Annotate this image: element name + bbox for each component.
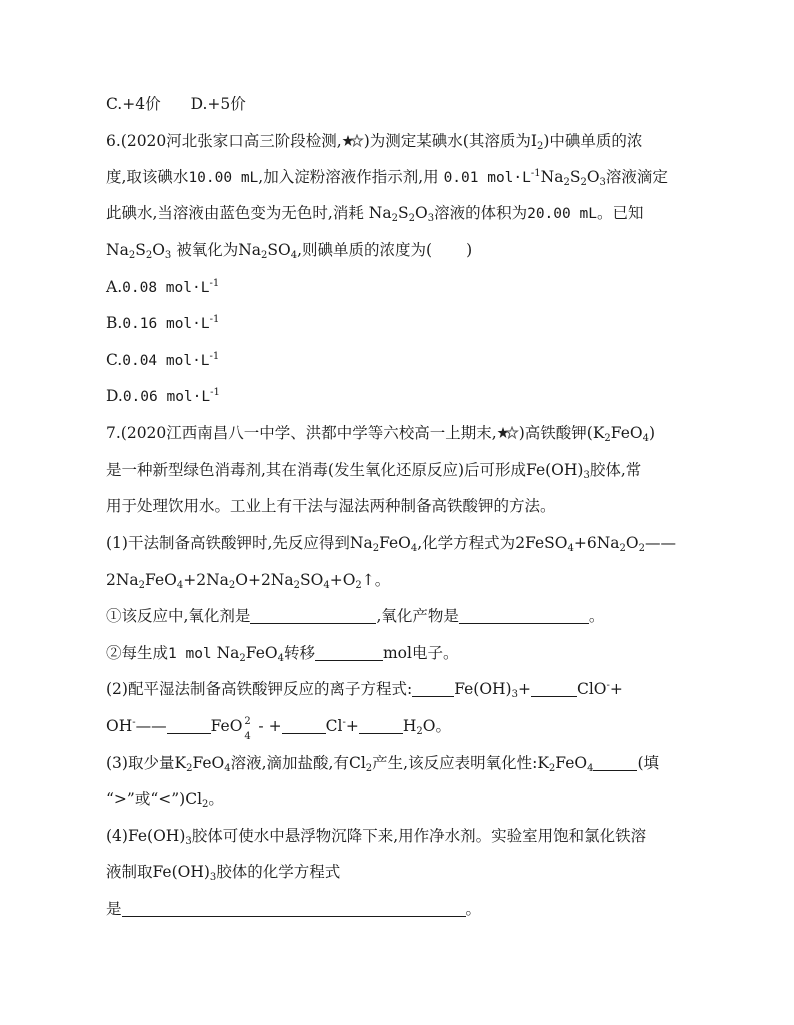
coef-blank-4[interactable] xyxy=(282,717,326,734)
part4-line1: $(4)Fe(OH)_3$胶体可使水中悬浮物沉降下来,用作净水剂。实验室用饱和氯化铁溶 xyxy=(106,827,647,847)
electron-mol-blank[interactable] xyxy=(315,644,383,661)
difficulty-star-icon xyxy=(342,134,364,148)
part2-line2: OH-—— FeO 2 4 - + $Cl^-+ H_2O$。 xyxy=(106,716,451,742)
compare-blank[interactable] xyxy=(593,754,637,771)
option-d: D.+5价 xyxy=(190,95,246,113)
question6-line2: 度,取该碘水10.00 mL,加入淀粉溶液作指示剂,用 0.01 $mol\cdot L^{-1}Na_2S_2O_3$溶液滴定 xyxy=(106,168,668,188)
part2-line1: (2)配平湿法制备高铁酸钾反应的离子方程式: $Fe(OH)_3+ ClO^-+$ xyxy=(106,680,623,700)
part1-line1: (1)干法制备高铁酸钾时,先反应得到$Na_2FeO_4$,化学方程式为$2FeSO_4+6Na_2O_2——$ xyxy=(106,534,676,554)
question7-line1: 7.(2020江西南昌八一中学、洪都中学等六校高一上期末, )高铁酸钾$(K_2FeO_4)$ xyxy=(106,424,656,444)
part3-line2: “>”或“$<”)Cl_2$。 xyxy=(106,790,224,810)
question5-options xyxy=(106,94,246,114)
part1-q2: ②每生成1 mol $Na_2FeO_4$转移 mol电子。 xyxy=(106,644,459,664)
coef-blank-5[interactable] xyxy=(359,717,403,734)
option-b[interactable]: B.0.16 $mol\cdot L^{-1}$ xyxy=(106,314,220,332)
coef-blank-3[interactable] xyxy=(167,717,211,734)
part4-line2: 液制取$Fe(OH)_3$胶体的化学方程式 xyxy=(106,863,341,883)
ferrate-ion-script: 2 4 xyxy=(244,716,251,742)
question6-line3: 此碘水,当溶液由蓝色变为无色时,消耗 $Na_2S_2O_3$溶液的体积为20.00 mL。已知 xyxy=(106,204,644,224)
oxidation-product-blank[interactable] xyxy=(459,607,589,624)
part1-line2: $2Na_2FeO_4+2Na_2O+2Na_2SO_4+O_2↑$。 xyxy=(106,571,391,591)
option-c[interactable]: C.0.04 $mol\cdot L^{-1}$ xyxy=(106,351,220,369)
question6-line1: 6.(2020河北张家口高三阶段检测, )为测定某碘水(其溶质为$I_2$)中碘单质的浓 xyxy=(106,132,643,152)
question7-line2: 是一种新型绿色消毒剂,其在消毒(发生氧化还原反应)后可形成$Fe(OH)_3$胶体,常 xyxy=(106,461,642,481)
oxidant-blank[interactable] xyxy=(250,607,376,624)
coef-blank-2[interactable] xyxy=(531,680,577,697)
option-a[interactable]: A.0.08 $mol\cdot L^{-1}$ xyxy=(106,278,220,296)
question7-line3: 用于处理饮用水。工业上有干法与湿法两种制备高铁酸钾的方法。 xyxy=(106,497,556,515)
part3-line1: (3)取少量$K_2FeO_4$溶液,滴加盐酸,有$Cl_2$产生,该反应表明氧化性$:K_2FeO_4$ (填 xyxy=(106,754,660,774)
part4-line3: 是 。 xyxy=(106,900,482,918)
option-c: C.+4价 xyxy=(106,95,161,113)
coef-blank-1[interactable] xyxy=(412,680,454,697)
equation-blank[interactable] xyxy=(122,900,466,917)
option-d[interactable]: D.0.06 $mol\cdot L^{-1}$ xyxy=(106,387,220,405)
part1-q1: ①该反应中,氧化剂是 ,氧化产物是 。 xyxy=(106,607,605,625)
question6-line4: $Na_2S_2O_3$ 被氧化为$Na_2SO_4$,则碘单质的浓度为( ) xyxy=(106,241,473,261)
difficulty-star-icon xyxy=(497,426,519,440)
